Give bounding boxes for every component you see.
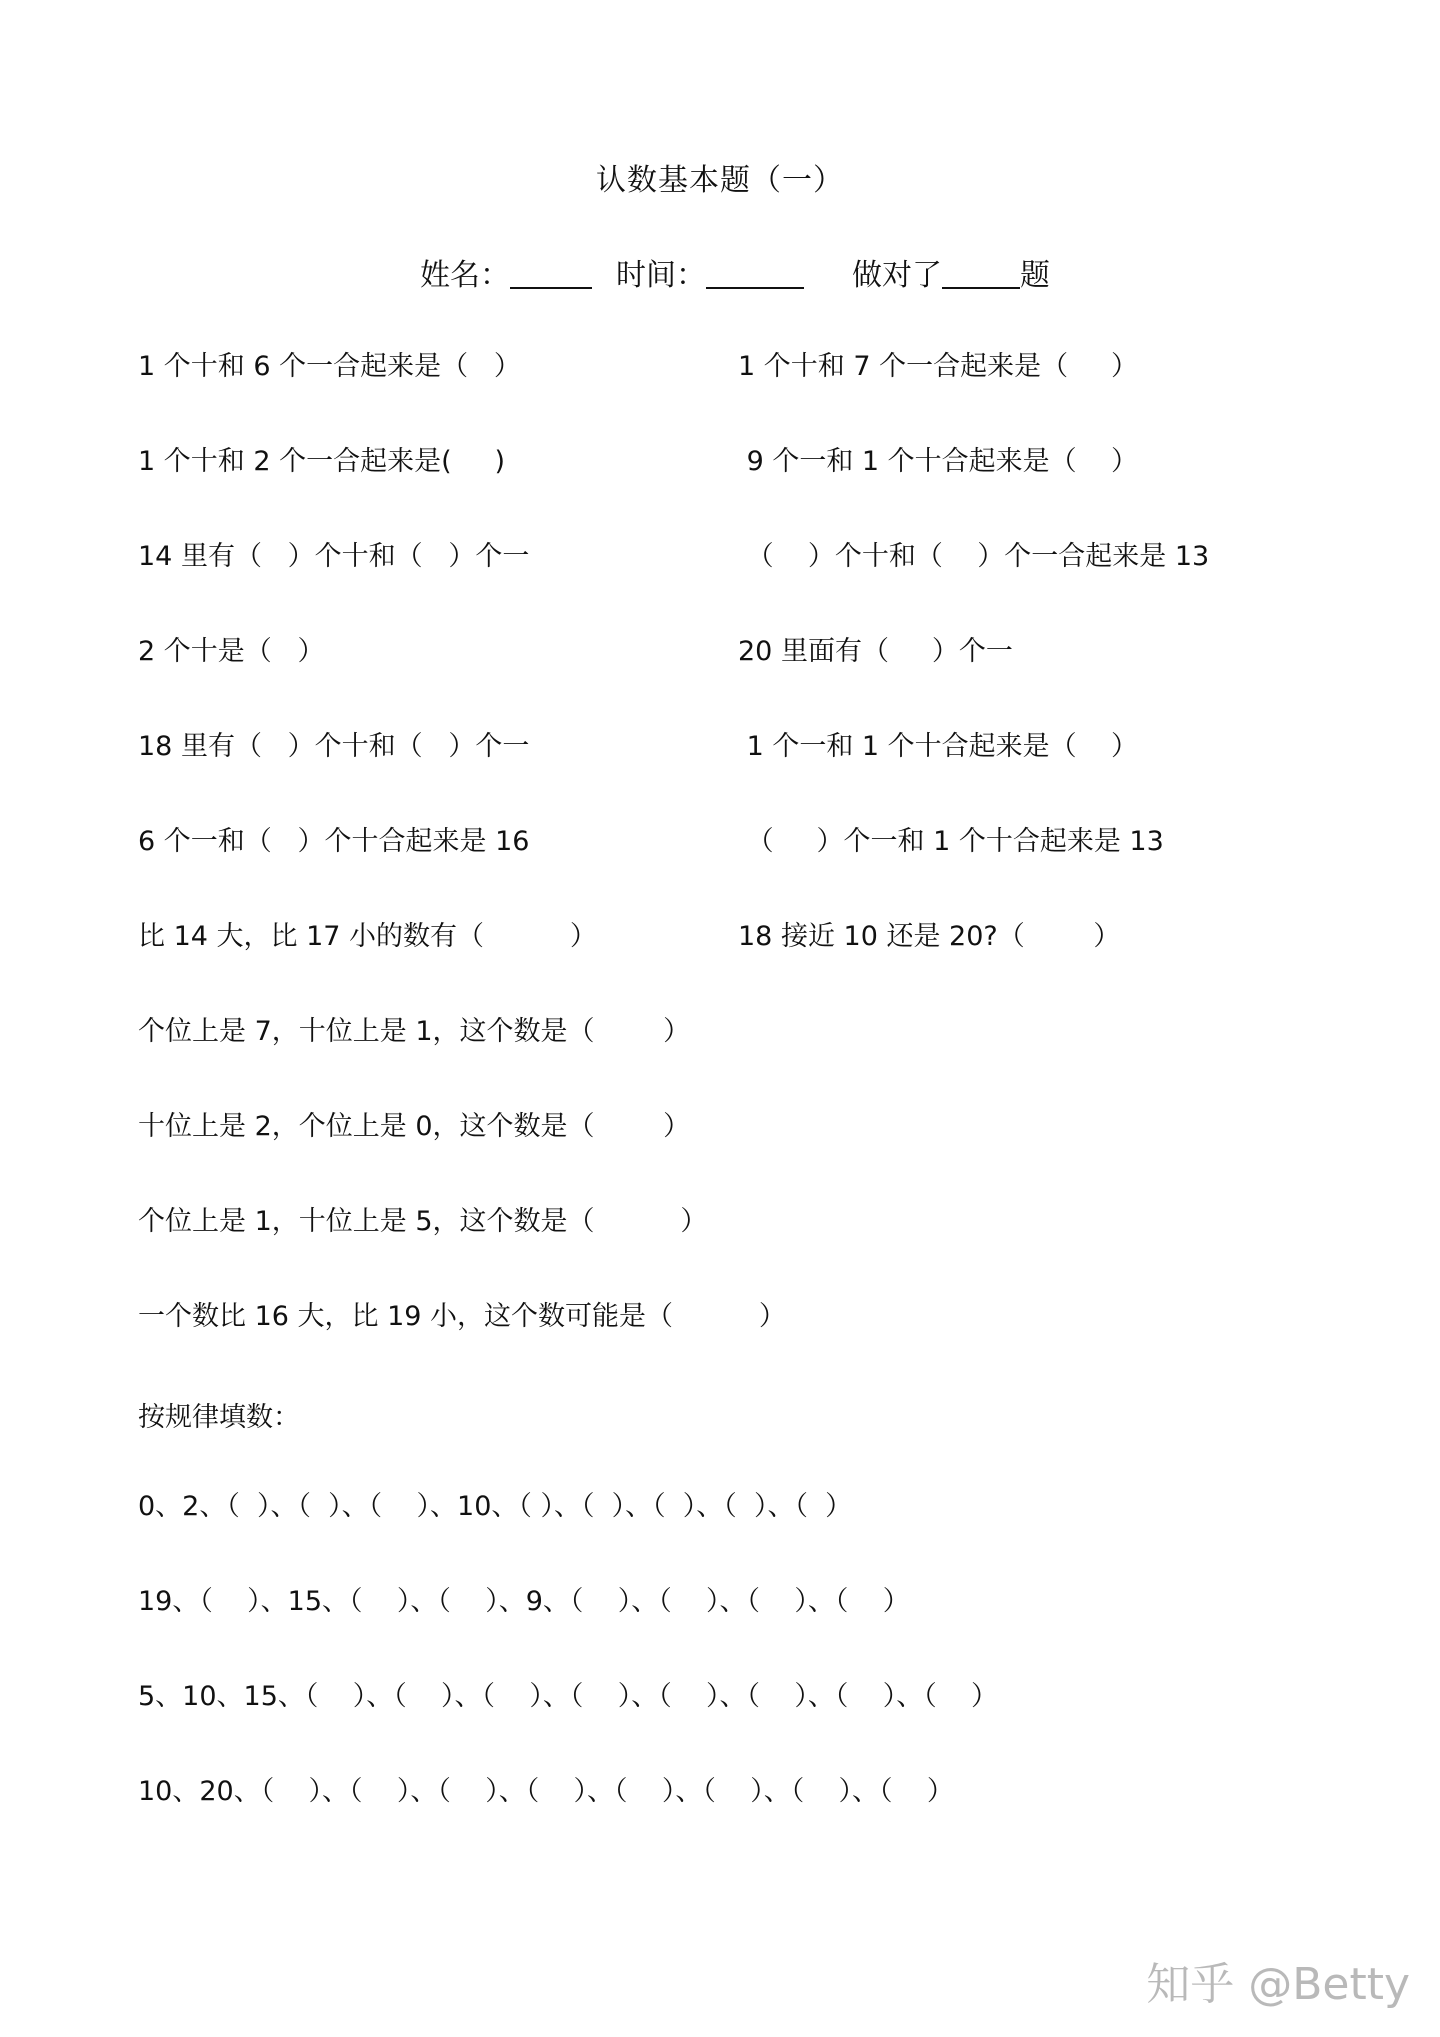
question-r9: 十位上是 2，个位上是 0，这个数是（ ） [138,1111,691,1142]
watermark-text: 知乎 @Betty [1146,1959,1410,2010]
question-r4c1: 2 个十是（ ） [138,636,325,667]
student-info-line [420,250,1050,294]
pattern-sequence-1: 0、2、（ ）、（ ）、（ ）、10、（ ）、（ ）、（ ）、（ ）、（ ） [138,1491,853,1522]
question-r8: 个位上是 7，十位上是 1，这个数是（ ） [138,1016,691,1047]
question-r1c1: 1 个十和 6 个一合起来是（ ） [138,351,521,382]
time-blank[interactable] [706,257,804,289]
pattern-heading: 按规律填数： [138,1402,300,1433]
name-blank[interactable] [510,257,592,289]
question-r6c2: （ ）个一和 1 个十合起来是 13 [738,826,1164,857]
time-label: 时间： [616,258,706,293]
correct-count-blank[interactable] [942,257,1020,289]
question-r11: 一个数比 16 大，比 19 小，这个数可能是（ ） [138,1301,786,1332]
question-r5c2: 1 个一和 1 个十合起来是（ ） [738,731,1139,762]
pattern-sequence-2: 19、（ ）、15、（ ）、（ ）、9、（ ）、（ ）、（ ）、（ ） [138,1586,910,1617]
worksheet-title: 认数基本题（一） [596,163,844,198]
question-r6c1: 6 个一和（ ）个十合起来是 16 [138,826,530,857]
question-r7c1: 比 14 大，比 17 小的数有（ ） [138,921,597,952]
question-r3c1: 14 里有（ ）个十和（ ）个一 [138,541,530,572]
pattern-sequence-3: 5、10、15、（ ）、（ ）、（ ）、（ ）、（ ）、（ ）、（ ）、（ ） [138,1681,999,1712]
name-label: 姓名： [420,258,510,293]
correct-label: 做对了 [852,258,942,293]
question-r5c1: 18 里有（ ）个十和（ ）个一 [138,731,530,762]
question-r10: 个位上是 1，十位上是 5，这个数是（ ） [138,1206,708,1237]
question-r3c2: （ ）个十和（ ）个一合起来是 13 [738,541,1210,572]
question-r7c2: 18 接近 10 还是 20?（ ） [738,921,1121,952]
question-r4c2: 20 里面有（ ）个一 [738,636,1013,667]
question-r2c2: 9 个一和 1 个十合起来是（ ） [738,446,1139,477]
question-suffix: 题 [1020,258,1050,293]
question-r2c1: 1 个十和 2 个一合起来是( ) [138,446,506,477]
pattern-sequence-4: 10、20、（ ）、（ ）、（ ）、（ ）、（ ）、（ ）、（ ）、（ ） [138,1776,954,1807]
question-r1c2: 1 个十和 7 个一合起来是（ ） [738,351,1139,382]
